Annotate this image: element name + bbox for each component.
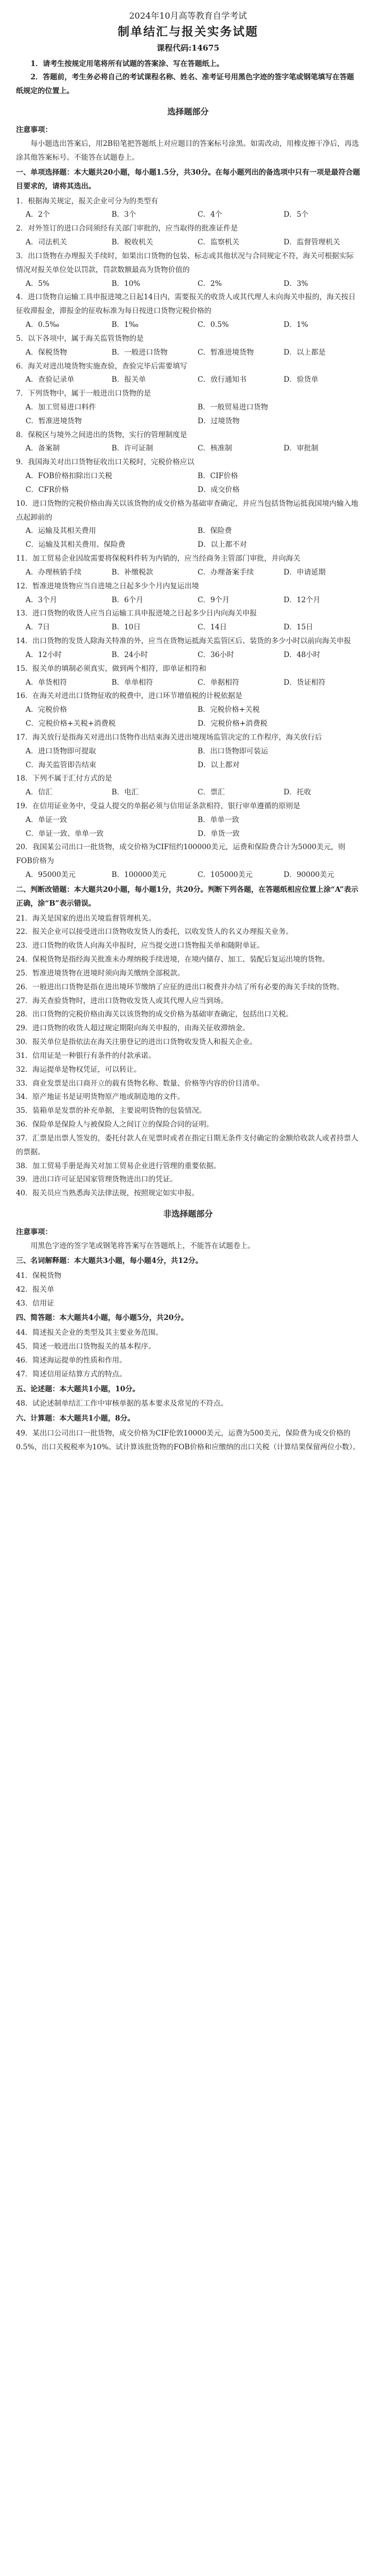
question-option: A．信汇: [26, 788, 53, 797]
question-option: A．7日: [26, 623, 50, 632]
question-item: 48．试论述制单结汇工作中审核单据的基本要求及常见的不符点。: [16, 1399, 228, 1408]
section-6-title: 六、计算题：本大题共1小题，8分。: [16, 1414, 135, 1423]
question-option: A．备案制: [26, 444, 60, 453]
question-option: A．完税价格: [26, 705, 67, 715]
question-option: B．一般贸易进口货物: [198, 403, 268, 412]
question-option: D．15日: [283, 623, 313, 632]
question-stem: 15．报关单的填制必须真实，做到两个相符，即单证相符和: [16, 664, 207, 673]
term-list: [16, 1269, 360, 1310]
part1-note-label: 注意事项：: [16, 126, 52, 135]
question-item: 36．保险单是保险人与被保险人之间订立的保险合同的证明。: [16, 1120, 214, 1129]
question-option: B．出口货物即可装运: [198, 746, 268, 756]
question-stem: 10．进口货物的完税价格由海关以该货物的成交价格为基础审查确定，并应当包括货物运抵我国境内输入地点起卸前的: [16, 499, 358, 522]
question-option: A．12小时: [26, 650, 62, 659]
question-item: 49．某出口公司出口一批货物，成交价格为CIF伦敦10000美元，运费为500美元，保险费为成交价格的0.5%，出口关税税率为10%。试计算该批货物的FOB价格和应缴纳的出口关税（计算结果保留两位小数）。: [16, 1429, 360, 1451]
question-item: 34．原产地证书是证明货物原产地或制造地的文件。: [16, 1093, 185, 1102]
question-option: C．2%: [198, 279, 222, 288]
question-stem: 14．出口货物的发货人除海关特准的外，应当在货物运抵海关监管区后、装货的多少小时以前向海关申报: [16, 637, 352, 646]
question-option: B．10%: [111, 279, 141, 288]
question-option: C．办理备案手续: [198, 568, 254, 577]
question-option: D．托收: [283, 788, 312, 797]
question-option: A．3个月: [26, 595, 58, 604]
single-choice-list: [16, 195, 360, 882]
question-item: 23．进口货物的收货人向海关申报时，应当提交进口货物报关单和随附单证。: [16, 941, 264, 950]
question-options: [16, 649, 360, 662]
question-option: B．6个月: [111, 595, 143, 604]
question-options: [16, 676, 360, 690]
question-options: [16, 346, 360, 360]
question-option: B．一般进口货物: [111, 348, 168, 357]
question-option: C．单据相符: [198, 678, 240, 687]
question-stem: 12．暂准进境货物应当自进境之日起多少个月内复运出境: [16, 581, 199, 590]
question-item: 21．海关是国家的进出关境监督管理机关。: [16, 914, 156, 923]
question-options: [16, 373, 360, 387]
question-options: [16, 277, 360, 291]
question-item: 47．简述信用证结算方式的特点。: [16, 1369, 127, 1379]
question-item: 24．保税货物是指经海关批准未办理纳税手续进境，在境内储存、加工、装配后复运出境的货物。: [16, 955, 330, 964]
question-option: A．进口货物即可提取: [26, 746, 96, 756]
section-1-title: 一、单项选择题：本大题共20小题，每小题1.5分，共30分。在每小题列出的备选项中只有一项是最符合题目要求的，请将其选出。: [16, 168, 361, 191]
question-option: A．单证一致: [26, 815, 67, 824]
exam-title: 制单结汇与报关实务试题: [117, 25, 258, 39]
question-option: C．0.5%: [198, 321, 229, 330]
question-option: C．CFR价格: [26, 485, 69, 494]
question-item: 45．简述一般进出口货物报关的基本程序。: [16, 1342, 156, 1351]
question-option: C．9个月: [198, 595, 230, 604]
question-stem: 16．在海关对进出口货物征收的税费中，进口环节增值税的计税依据是: [16, 692, 243, 701]
question-option: A．95000美元: [26, 871, 76, 880]
question-options: [16, 236, 360, 250]
question-option: D．5个: [283, 210, 309, 219]
question-option: D．3%: [283, 279, 308, 288]
course-code: 课程代码:14675: [157, 43, 219, 53]
question-option: A．司法机关: [26, 238, 67, 247]
question-option: D．监督管理机关: [283, 238, 340, 247]
question-option: A．加工贸易进口料件: [26, 403, 96, 412]
question-item: 43．信用证: [16, 1299, 54, 1308]
question-option: C．暂准进境货物: [26, 416, 82, 425]
part1-title: 选择题部分: [167, 106, 209, 117]
part2-note-label: 注意事项：: [16, 1228, 52, 1237]
question-option: A．0.5‰: [26, 321, 60, 330]
question-option: B．100000美元: [111, 871, 167, 880]
question-option: A．5%: [26, 279, 50, 288]
intro-line-1: 1．请考生按规定用笔将所有试题的答案涂、写在答题纸上。: [30, 59, 224, 68]
question-item: 42．报关单: [16, 1285, 54, 1294]
section-5-title: 五、论述题：本大题共1小题，10分。: [16, 1384, 140, 1393]
question-item: 46．简述海运提单的性质和作用。: [16, 1356, 127, 1365]
question-stem: 11．加工贸易企业因故需要将保税料件转为内销的，应当经商务主管部门审批，并向海关: [16, 554, 300, 563]
question-option: C．105000美元: [198, 871, 253, 880]
question-option: B．单单一致: [198, 815, 239, 824]
question-option: D．以上都是: [283, 348, 326, 357]
question-option: D．1%: [283, 321, 308, 330]
question-option: D．48小时: [283, 650, 321, 659]
intro-line-2: 2．答题前，考生务必将自己的考试课程名称、姓名、准考证号用黑色字迹的签字笔或钢笔填写在答题纸规定的位置上。: [16, 73, 354, 96]
question-option: D．完税价格+消费税: [198, 719, 268, 728]
question-option: B．单单相符: [111, 678, 153, 687]
question-item: 33．商业发票是出口商开立的载有货物名称、数量、价格等内容的价目清单。: [16, 1079, 264, 1088]
question-option: B．报关单: [111, 375, 146, 384]
question-option: C．放行通知书: [198, 375, 247, 384]
question-option: B．24小时: [111, 650, 148, 659]
question-item: 25．暂准进境货物在进境时须向海关缴纳全部税款。: [16, 969, 185, 978]
question-item: 32．海运提单是物权凭证，可以转让。: [16, 1065, 141, 1074]
question-item: 28．出口货物的完税价格由海关以该货物的成交价格为基础审查确定，包括出口关税。: [16, 1010, 293, 1019]
question-stem: 8．保税区与境外之间进出的货物，实行的管理制度是: [16, 430, 187, 439]
question-stem: 18．下列不属于汇付方式的是: [16, 774, 112, 783]
question-option: D．以上都对: [198, 760, 240, 769]
question-options: [16, 745, 360, 773]
question-option: C．单证一致、单单一致: [26, 829, 104, 838]
question-options: [16, 524, 360, 552]
question-option: C．4个: [198, 210, 223, 219]
question-item: 35．装箱单是发票的补充单据，主要说明货物的包装情况。: [16, 1106, 207, 1115]
question-options: [16, 470, 360, 497]
question-stem: 19．在信用证业务中，受益人提交的单据必须与信用证条款相符，银行审单遵循的原则是: [16, 802, 300, 810]
question-option: C．暂准进境货物: [198, 348, 254, 357]
question-item: 38．加工贸易手册是海关对加工贸易企业进行管理的重要依据。: [16, 1161, 221, 1170]
question-stem: 5．以下各项中，属于海关监管货物的是: [16, 334, 144, 343]
essay-list: [16, 1397, 360, 1411]
question-stem: 20．我国某公司出口一批货物，成交价格为CIF纽约100000美元，运费和保险费合计为5000美元，则FOB价格为: [16, 843, 346, 866]
question-stem: 3．出口货物在办理报关手续时，如果出口货物的包装、标志或其他状况与合同规定不符，海关可根据实际情况对报关单位处以罚款，罚款数额最高为货物价值的: [16, 251, 354, 274]
question-option: C．完税价格+关税+消费税: [26, 719, 116, 728]
part1-note-text: 每小题选出答案后，用2B铅笔把答题纸上对应题目的答案标号涂黑。如需改动，用橡皮擦干净后，再选涂其他答案标号。不能答在试题卷上。: [16, 140, 359, 162]
question-option: A．办理核销手续: [26, 568, 81, 577]
question-options: [16, 594, 360, 608]
question-option: B．电汇: [111, 788, 139, 797]
question-option: C．票汇: [198, 788, 225, 797]
question-options: [16, 786, 360, 800]
question-option: A．2个: [26, 210, 50, 219]
part2-title: 非选择题部分: [163, 1209, 213, 1219]
question-option: D．12个月: [283, 595, 321, 604]
question-option: B．税收机关: [111, 238, 153, 247]
question-option: B．1‰: [111, 321, 138, 330]
question-options: [16, 703, 360, 731]
question-option: B．许可证制: [111, 444, 153, 453]
question-options: [16, 318, 360, 332]
question-item: 30．报关单位是指依法在海关注册登记的进出口货物收发货人和报关企业。: [16, 1038, 257, 1047]
question-option: B．完税价格+关税: [198, 705, 260, 715]
question-item: 39．进出口许可证是国家管理货物进出口的凭证。: [16, 1175, 177, 1184]
question-option: C．36小时: [198, 650, 234, 659]
question-option: D．单货一致: [198, 829, 240, 838]
question-stem: 13．进口货物的收货人应当自运输工具申报进境之日起多少日内向海关申报: [16, 609, 257, 618]
question-options: [16, 208, 360, 222]
question-stem: 6．海关对进出境货物实施查验，查验完毕后需要填写: [16, 362, 187, 371]
question-item: 29．进口货物的收货人超过规定期限向海关申报的，由海关征收滞纳金。: [16, 1024, 250, 1033]
question-option: D．验货单: [283, 375, 318, 384]
question-option: B．10日: [111, 623, 141, 632]
question-option: C．核准制: [198, 444, 232, 453]
question-item: 41．保税货物: [16, 1271, 62, 1280]
question-option: D．成交价格: [198, 485, 240, 494]
question-option: B．3个: [111, 210, 136, 219]
question-option: D．90000美元: [283, 871, 334, 880]
question-option: D．货证相符: [283, 678, 326, 687]
question-item: 27．海关查验货物时，进出口货物收发货人或其代理人应当到场。: [16, 996, 228, 1005]
question-option: C．海关监管即告结束: [26, 760, 96, 769]
question-options: [16, 868, 360, 882]
question-stem: 4．进口货物自运输工具申报进境之日起14日内，需要报关的收货人或其代理人未向海关申报的，海关按日征收滞报金，滞报金的征收标准为每日按进口货物完税价格的: [16, 293, 356, 316]
true-false-list: [16, 912, 360, 1201]
question-option: A．保税货物: [26, 348, 67, 357]
exam-session-line: 2024年10月高等教育自学考试: [129, 11, 247, 21]
question-item: 37．汇票是出票人签发的，委托付款人在见票时或者在指定日期无条件支付确定的金额给收款人或者持票人的票据。: [16, 1134, 358, 1156]
question-option: D．审批制: [283, 444, 318, 453]
short-answer-list: [16, 1326, 360, 1381]
question-item: 22．报关企业可以接受进出口货物收发货人的委托，以收发货人的名义办理报关业务。: [16, 928, 293, 937]
question-options: [16, 401, 360, 429]
question-stem: 7．下列货物中，属于一般进出口货物的是: [16, 389, 151, 398]
question-item: 40．报关员应当熟悉海关法律法规，按照规定如实申报。: [16, 1189, 199, 1198]
question-option: D．过境货物: [198, 416, 240, 425]
question-option: D．以上都不对: [198, 540, 247, 549]
question-options: [16, 566, 360, 580]
question-option: A．FOB价格扣除出口关税: [26, 472, 112, 481]
question-stem: 1．根据海关规定，报关企业可分为的类型有: [16, 196, 158, 206]
question-stem: 17．海关放行是指海关对进出口货物作出结束海关进出境现场监管决定的工作程序，海关放行后: [16, 733, 322, 742]
part2-note-text: 用黑色字迹的签字笔或钢笔将答案写在答题纸上，不能答在试题卷上。: [30, 1242, 255, 1251]
calculation-list: [16, 1427, 360, 1455]
question-options: [16, 621, 360, 635]
section-4-title: 四、简答题：本大题共4小题，每小题5分，共20分。: [16, 1314, 189, 1323]
question-option: D．申请延期: [283, 568, 326, 577]
question-stem: 2．对外签订的进口合同须经有关部门审批的，应当取得的批准证件是: [16, 224, 238, 233]
question-option: B．CIF价格: [198, 472, 238, 481]
question-option: C．监察机关: [198, 238, 240, 247]
section-2-title: 二、判断改错题：本大题共20小题，每小题1分，共20分。判断下列各题，在答题纸相应位置上涂“A”表示正确，涂“B”表示错误。: [16, 885, 358, 908]
question-item: 31．信用证是一种银行有条件的付款承诺。: [16, 1051, 156, 1060]
question-options: [16, 442, 360, 456]
question-stem: 9．我国海关对出口货物征收出口关税时，完税价格应以: [16, 458, 194, 467]
question-options: [16, 814, 360, 841]
question-option: A．运输及其相关费用: [26, 527, 96, 536]
question-item: 26．一般进出口货物是指在进出境环节缴纳了应征的进出口税费并办结了所有必要的海关手续的货物。: [16, 982, 344, 991]
question-option: C．运输及其相关费用、保险费: [26, 540, 126, 549]
question-option: C．14日: [198, 623, 227, 632]
question-option: A．单货相符: [26, 678, 67, 687]
question-item: 44．简述报关企业的类型及其主要业务范围。: [16, 1328, 163, 1338]
question-option: B．保险费: [198, 527, 232, 536]
question-option: A．查验记录单: [26, 375, 75, 384]
question-option: B．补缴税款: [111, 568, 153, 577]
section-3-title: 三、名词解释题：本大题共3小题，每小题4分，共12分。: [16, 1257, 203, 1266]
